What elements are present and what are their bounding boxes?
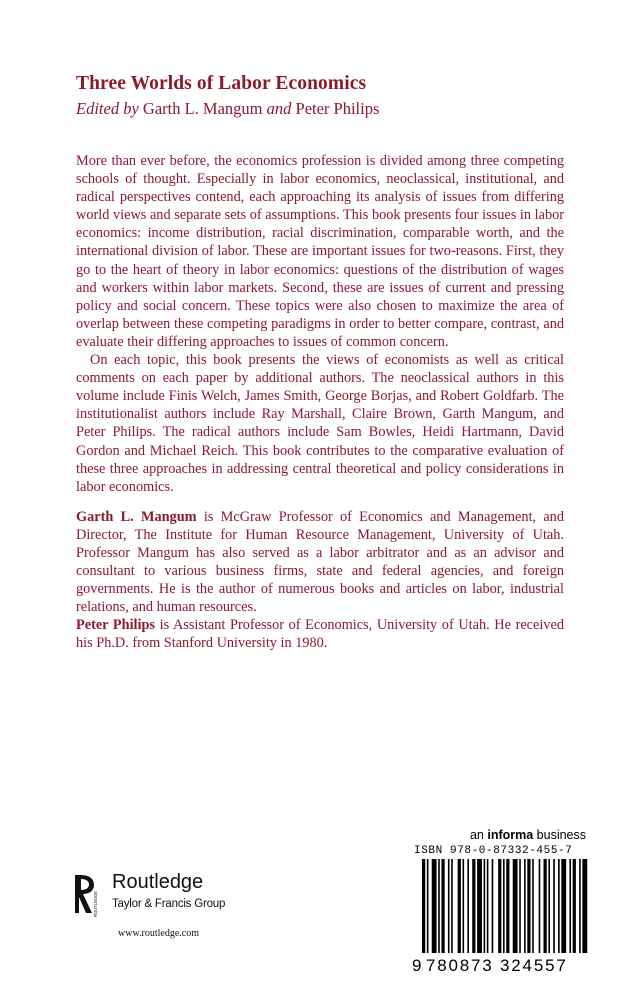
- barcode: [412, 859, 588, 955]
- isbn-text: ISBN 978-0-87332-455-7: [414, 845, 573, 857]
- author-bio-text: is McGraw Professor of Economics and Management, and Director, The Institute for Human Resource Management, University of Utah. Professor Mangum has also served as a labor arbitrator and as an advisor and consultant to various business firms, state and federal agencies, and foreign governments. He is the author of numerous books and articles on labor, industrial relations, and human resources.: [76, 508, 564, 616]
- publisher-block: [74, 871, 234, 941]
- editors-line: [76, 99, 379, 119]
- informa-tagline: an informa business: [469, 828, 586, 842]
- edited-by-label: Edited by: [76, 99, 139, 118]
- author-bio-text: is Assistant Professor of Economics, University of Utah. He received his Ph.D. from Stanford University in 1980.: [76, 617, 564, 652]
- ean-number: 780873 324557: [426, 956, 568, 975]
- author-name: Peter Philips: [76, 617, 155, 634]
- barcode-block: [412, 828, 588, 978]
- ean-first-digit: 9: [412, 956, 422, 975]
- publisher-url: www.routledge.com: [118, 928, 199, 939]
- description-paragraph: More than ever before, the economics profession is divided among three competing schools of thought. Especially in labor economics, neoclassical, institutional, and radical perspectives contend, each approaching its analysis of issues from differing world views and separate sets of assumptions. This book presents four issues in labor economics: income distribution, racial discrimination, comparable worth, and the international division of labor. These are important issues for two-reasons. First, they go to the heart of theory in labor economics: questions of the distribution of wages and workers within labor markets. Second, these are issues of current and pressing policy and social concern. These topics were also chosen to maximize the area of overlap between these competing paradigms in order to better compare, contrast, and evaluate their differing approaches to issues of common concern.: [76, 153, 564, 350]
- author-bio: [76, 616, 564, 652]
- book-title: Three Worlds of Labor Economics: [76, 73, 367, 94]
- author-name: Garth L. Mangum: [76, 508, 197, 525]
- and-label: and: [266, 99, 292, 118]
- author-bio: [76, 508, 564, 617]
- blurb: [76, 152, 564, 653]
- svg-text:ROUTLEDGE: ROUTLEDGE: [93, 890, 98, 917]
- editor-name: Garth L. Mangum: [142, 99, 263, 118]
- publisher-group: Taylor & Francis Group: [112, 898, 226, 910]
- publisher-name: Routledge: [112, 871, 204, 893]
- routledge-logo-icon: [74, 873, 100, 919]
- description-paragraph: On each topic, this book presents the views of economists as well as critical comments on each paper by additional authors. The neoclassical authors in this volume include Finis Welch, James Smith, George Borjas, and Robert Goldfarb. The institutionalist authors include Ray Marshall, Claire Brown, Garth Mangum, and Peter Philips. The radical authors include Sam Bowles, Heidi Hartmann, David Gordon and Michael Reich. This book contributes to the comparative evaluation of these three approaches in addressing central theoretical and policy considerations in labor economics.: [76, 352, 564, 495]
- editor-name: Peter Philips: [295, 99, 380, 118]
